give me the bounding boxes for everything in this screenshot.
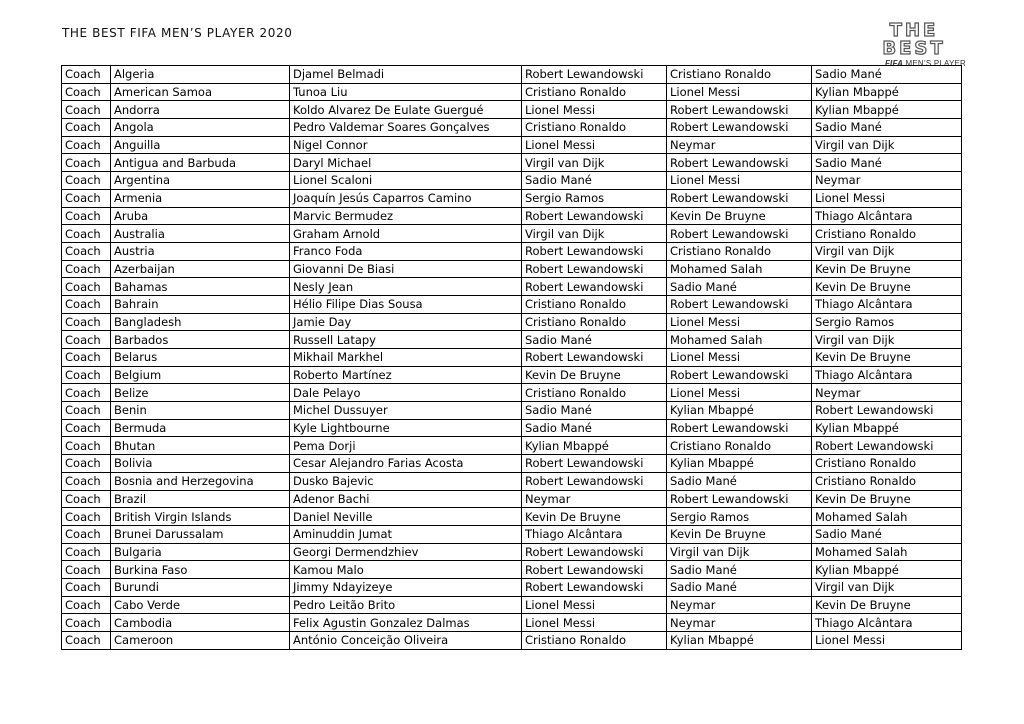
first-choice-cell: Robert Lewandowski [522, 66, 667, 84]
coach-name-cell: António Conceição Oliveira [290, 632, 522, 650]
role-cell: Coach [62, 543, 111, 561]
table-row [62, 437, 962, 455]
first-choice-cell: Sergio Ramos [522, 189, 667, 207]
table-row [62, 614, 962, 632]
table-row [62, 490, 962, 508]
first-choice-cell: Robert Lewandowski [522, 455, 667, 473]
country-cell: Antigua and Barbuda [111, 154, 290, 172]
second-choice-cell: Lionel Messi [667, 83, 812, 101]
country-cell: Cabo Verde [111, 596, 290, 614]
table-row [62, 525, 962, 543]
first-choice-cell: Robert Lewandowski [522, 242, 667, 260]
role-cell: Coach [62, 490, 111, 508]
second-choice-cell: Robert Lewandowski [667, 119, 812, 137]
second-choice-cell: Sadio Mané [667, 472, 812, 490]
role-cell: Coach [62, 508, 111, 526]
first-choice-cell: Neymar [522, 490, 667, 508]
table-row [62, 349, 962, 367]
second-choice-cell: Lionel Messi [667, 313, 812, 331]
first-choice-cell: Robert Lewandowski [522, 472, 667, 490]
first-choice-cell: Cristiano Ronaldo [522, 83, 667, 101]
second-choice-cell: Cristiano Ronaldo [667, 66, 812, 84]
third-choice-cell: Mohamed Salah [812, 508, 962, 526]
table-row [62, 295, 962, 313]
role-cell: Coach [62, 632, 111, 650]
second-choice-cell: Robert Lewandowski [667, 490, 812, 508]
role-cell: Coach [62, 402, 111, 420]
votes-table [61, 65, 962, 650]
second-choice-cell: Mohamed Salah [667, 260, 812, 278]
first-choice-cell: Robert Lewandowski [522, 207, 667, 225]
country-cell: Australia [111, 225, 290, 243]
logo-wordmark: THE BEST [882, 20, 946, 59]
second-choice-cell: Sergio Ramos [667, 508, 812, 526]
role-cell: Coach [62, 189, 111, 207]
table-row [62, 419, 962, 437]
role-cell: Coach [62, 596, 111, 614]
country-cell: Barbados [111, 331, 290, 349]
coach-name-cell: Jamie Day [290, 313, 522, 331]
role-cell: Coach [62, 225, 111, 243]
coach-name-cell: Nesly Jean [290, 278, 522, 296]
coach-name-cell: Joaquín Jesús Caparros Camino [290, 189, 522, 207]
role-cell: Coach [62, 66, 111, 84]
second-choice-cell: Cristiano Ronaldo [667, 242, 812, 260]
second-choice-cell: Neymar [667, 136, 812, 154]
first-choice-cell: Virgil van Dijk [522, 154, 667, 172]
third-choice-cell: Lionel Messi [812, 632, 962, 650]
second-choice-cell: Neymar [667, 596, 812, 614]
table-row [62, 455, 962, 473]
table-row [62, 83, 962, 101]
coach-name-cell: Franco Foda [290, 242, 522, 260]
third-choice-cell: Kylian Mbappé [812, 419, 962, 437]
first-choice-cell: Kevin De Bruyne [522, 366, 667, 384]
coach-name-cell: Lionel Scaloni [290, 172, 522, 190]
second-choice-cell: Robert Lewandowski [667, 154, 812, 172]
role-cell: Coach [62, 119, 111, 137]
table-row [62, 561, 962, 579]
role-cell: Coach [62, 614, 111, 632]
second-choice-cell: Virgil van Dijk [667, 543, 812, 561]
country-cell: Brunei Darussalam [111, 525, 290, 543]
coach-name-cell: Russell Latapy [290, 331, 522, 349]
coach-name-cell: Hélio Filipe Dias Sousa [290, 295, 522, 313]
coach-name-cell: Daryl Michael [290, 154, 522, 172]
coach-name-cell: Kamou Malo [290, 561, 522, 579]
role-cell: Coach [62, 278, 111, 296]
role-cell: Coach [62, 242, 111, 260]
second-choice-cell: Mohamed Salah [667, 331, 812, 349]
first-choice-cell: Robert Lewandowski [522, 561, 667, 579]
role-cell: Coach [62, 136, 111, 154]
third-choice-cell: Kylian Mbappé [812, 101, 962, 119]
second-choice-cell: Robert Lewandowski [667, 295, 812, 313]
role-cell: Coach [62, 366, 111, 384]
second-choice-cell: Sadio Mané [667, 578, 812, 596]
country-cell: Bolivia [111, 455, 290, 473]
role-cell: Coach [62, 384, 111, 402]
coach-name-cell: Felix Agustin Gonzalez Dalmas [290, 614, 522, 632]
table-row [62, 578, 962, 596]
second-choice-cell: Cristiano Ronaldo [667, 437, 812, 455]
country-cell: Bosnia and Herzegovina [111, 472, 290, 490]
third-choice-cell: Virgil van Dijk [812, 242, 962, 260]
third-choice-cell: Cristiano Ronaldo [812, 225, 962, 243]
first-choice-cell: Cristiano Ronaldo [522, 119, 667, 137]
first-choice-cell: Robert Lewandowski [522, 278, 667, 296]
second-choice-cell: Robert Lewandowski [667, 419, 812, 437]
role-cell: Coach [62, 154, 111, 172]
third-choice-cell: Cristiano Ronaldo [812, 472, 962, 490]
coach-name-cell: Kyle Lightbourne [290, 419, 522, 437]
second-choice-cell: Kylian Mbappé [667, 402, 812, 420]
country-cell: Belgium [111, 366, 290, 384]
coach-name-cell: Daniel Neville [290, 508, 522, 526]
second-choice-cell: Kylian Mbappé [667, 455, 812, 473]
country-cell: Aruba [111, 207, 290, 225]
third-choice-cell: Virgil van Dijk [812, 136, 962, 154]
table-row [62, 172, 962, 190]
coach-name-cell: Giovanni De Biasi [290, 260, 522, 278]
coach-name-cell: Jimmy Ndayizeye [290, 578, 522, 596]
country-cell: Austria [111, 242, 290, 260]
third-choice-cell: Thiago Alcântara [812, 207, 962, 225]
third-choice-cell: Kylian Mbappé [812, 561, 962, 579]
third-choice-cell: Kevin De Bruyne [812, 596, 962, 614]
the-best-logo [862, 20, 966, 68]
coach-name-cell: Georgi Dermendzhiev [290, 543, 522, 561]
coach-name-cell: Koldo Alvarez De Eulate Guergué [290, 101, 522, 119]
second-choice-cell: Kevin De Bruyne [667, 525, 812, 543]
country-cell: Brazil [111, 490, 290, 508]
role-cell: Coach [62, 525, 111, 543]
country-cell: Cameroon [111, 632, 290, 650]
coach-name-cell: Dale Pelayo [290, 384, 522, 402]
coach-name-cell: Roberto Martínez [290, 366, 522, 384]
third-choice-cell: Sadio Mané [812, 154, 962, 172]
third-choice-cell: Virgil van Dijk [812, 578, 962, 596]
country-cell: Armenia [111, 189, 290, 207]
second-choice-cell: Robert Lewandowski [667, 101, 812, 119]
second-choice-cell: Lionel Messi [667, 349, 812, 367]
second-choice-cell: Lionel Messi [667, 384, 812, 402]
third-choice-cell: Sadio Mané [812, 525, 962, 543]
logo-fifa-brand: FIFA [884, 59, 904, 68]
page-title: THE BEST FIFA MEN’S PLAYER 2020 [62, 26, 293, 40]
table-row [62, 472, 962, 490]
third-choice-cell: Mohamed Salah [812, 543, 962, 561]
country-cell: Benin [111, 402, 290, 420]
role-cell: Coach [62, 331, 111, 349]
coach-name-cell: Marvic Bermudez [290, 207, 522, 225]
third-choice-cell: Kevin De Bruyne [812, 278, 962, 296]
role-cell: Coach [62, 561, 111, 579]
coach-name-cell: Mikhail Markhel [290, 349, 522, 367]
second-choice-cell: Neymar [667, 614, 812, 632]
table-row [62, 331, 962, 349]
third-choice-cell: Cristiano Ronaldo [812, 455, 962, 473]
second-choice-cell: Sadio Mané [667, 561, 812, 579]
table-row [62, 366, 962, 384]
country-cell: American Samoa [111, 83, 290, 101]
role-cell: Coach [62, 101, 111, 119]
first-choice-cell: Robert Lewandowski [522, 260, 667, 278]
first-choice-cell: Cristiano Ronaldo [522, 632, 667, 650]
country-cell: Belarus [111, 349, 290, 367]
table-row [62, 66, 962, 84]
first-choice-cell: Lionel Messi [522, 136, 667, 154]
table-row [62, 101, 962, 119]
country-cell: Bangladesh [111, 313, 290, 331]
table-row [62, 313, 962, 331]
third-choice-cell: Kevin De Bruyne [812, 260, 962, 278]
third-choice-cell: Lionel Messi [812, 189, 962, 207]
third-choice-cell: Sadio Mané [812, 66, 962, 84]
first-choice-cell: Sadio Mané [522, 402, 667, 420]
table-row [62, 119, 962, 137]
coach-name-cell: Pema Dorji [290, 437, 522, 455]
first-choice-cell: Robert Lewandowski [522, 578, 667, 596]
country-cell: Burundi [111, 578, 290, 596]
first-choice-cell: Robert Lewandowski [522, 349, 667, 367]
role-cell: Coach [62, 472, 111, 490]
role-cell: Coach [62, 295, 111, 313]
second-choice-cell: Kevin De Bruyne [667, 207, 812, 225]
third-choice-cell: Thiago Alcântara [812, 366, 962, 384]
country-cell: Argentina [111, 172, 290, 190]
first-choice-cell: Sadio Mané [522, 172, 667, 190]
role-cell: Coach [62, 349, 111, 367]
first-choice-cell: Lionel Messi [522, 596, 667, 614]
coach-name-cell: Djamel Belmadi [290, 66, 522, 84]
third-choice-cell: Thiago Alcântara [812, 614, 962, 632]
table-row [62, 543, 962, 561]
table-row [62, 508, 962, 526]
third-choice-cell: Sergio Ramos [812, 313, 962, 331]
coach-name-cell: Aminuddin Jumat [290, 525, 522, 543]
third-choice-cell: Virgil van Dijk [812, 331, 962, 349]
coach-name-cell: Pedro Valdemar Soares Gonçalves [290, 119, 522, 137]
third-choice-cell: Kevin De Bruyne [812, 490, 962, 508]
country-cell: British Virgin Islands [111, 508, 290, 526]
first-choice-cell: Lionel Messi [522, 614, 667, 632]
coach-name-cell: Graham Arnold [290, 225, 522, 243]
coach-name-cell: Pedro Leitão Brito [290, 596, 522, 614]
country-cell: Angola [111, 119, 290, 137]
first-choice-cell: Kevin De Bruyne [522, 508, 667, 526]
first-choice-cell: Cristiano Ronaldo [522, 313, 667, 331]
role-cell: Coach [62, 260, 111, 278]
country-cell: Cambodia [111, 614, 290, 632]
coach-name-cell: Michel Dussuyer [290, 402, 522, 420]
third-choice-cell: Sadio Mané [812, 119, 962, 137]
first-choice-cell: Sadio Mané [522, 419, 667, 437]
first-choice-cell: Lionel Messi [522, 101, 667, 119]
first-choice-cell: Robert Lewandowski [522, 543, 667, 561]
second-choice-cell: Sadio Mané [667, 278, 812, 296]
table-row [62, 242, 962, 260]
first-choice-cell: Sadio Mané [522, 331, 667, 349]
third-choice-cell: Kylian Mbappé [812, 83, 962, 101]
country-cell: Anguilla [111, 136, 290, 154]
country-cell: Burkina Faso [111, 561, 290, 579]
table-row [62, 154, 962, 172]
table-row [62, 596, 962, 614]
country-cell: Algeria [111, 66, 290, 84]
second-choice-cell: Lionel Messi [667, 172, 812, 190]
votes-table-body [62, 66, 962, 650]
third-choice-cell: Kevin De Bruyne [812, 349, 962, 367]
country-cell: Bahrain [111, 295, 290, 313]
role-cell: Coach [62, 313, 111, 331]
country-cell: Andorra [111, 101, 290, 119]
third-choice-cell: Robert Lewandowski [812, 402, 962, 420]
coach-name-cell: Tunoa Liu [290, 83, 522, 101]
second-choice-cell: Robert Lewandowski [667, 366, 812, 384]
role-cell: Coach [62, 172, 111, 190]
table-row [62, 278, 962, 296]
coach-name-cell: Dusko Bajevic [290, 472, 522, 490]
second-choice-cell: Kylian Mbappé [667, 632, 812, 650]
role-cell: Coach [62, 455, 111, 473]
first-choice-cell: Cristiano Ronaldo [522, 384, 667, 402]
coach-name-cell: Nigel Connor [290, 136, 522, 154]
role-cell: Coach [62, 437, 111, 455]
third-choice-cell: Thiago Alcântara [812, 295, 962, 313]
table-row [62, 402, 962, 420]
second-choice-cell: Robert Lewandowski [667, 225, 812, 243]
first-choice-cell: Virgil van Dijk [522, 225, 667, 243]
coach-name-cell: Cesar Alejandro Farias Acosta [290, 455, 522, 473]
third-choice-cell: Robert Lewandowski [812, 437, 962, 455]
role-cell: Coach [62, 419, 111, 437]
table-row [62, 136, 962, 154]
table-row [62, 632, 962, 650]
coach-name-cell: Adenor Bachi [290, 490, 522, 508]
table-row [62, 260, 962, 278]
table-row [62, 384, 962, 402]
country-cell: Bermuda [111, 419, 290, 437]
country-cell: Bahamas [111, 278, 290, 296]
first-choice-cell: Thiago Alcântara [522, 525, 667, 543]
table-row [62, 225, 962, 243]
second-choice-cell: Robert Lewandowski [667, 189, 812, 207]
country-cell: Azerbaijan [111, 260, 290, 278]
role-cell: Coach [62, 207, 111, 225]
role-cell: Coach [62, 578, 111, 596]
country-cell: Bulgaria [111, 543, 290, 561]
logo-subtitle-text: MEN’S PLAYER [903, 59, 966, 68]
country-cell: Belize [111, 384, 290, 402]
table-row [62, 189, 962, 207]
country-cell: Bhutan [111, 437, 290, 455]
table-row [62, 207, 962, 225]
first-choice-cell: Cristiano Ronaldo [522, 295, 667, 313]
role-cell: Coach [62, 83, 111, 101]
third-choice-cell: Neymar [812, 172, 962, 190]
third-choice-cell: Neymar [812, 384, 962, 402]
first-choice-cell: Kylian Mbappé [522, 437, 667, 455]
